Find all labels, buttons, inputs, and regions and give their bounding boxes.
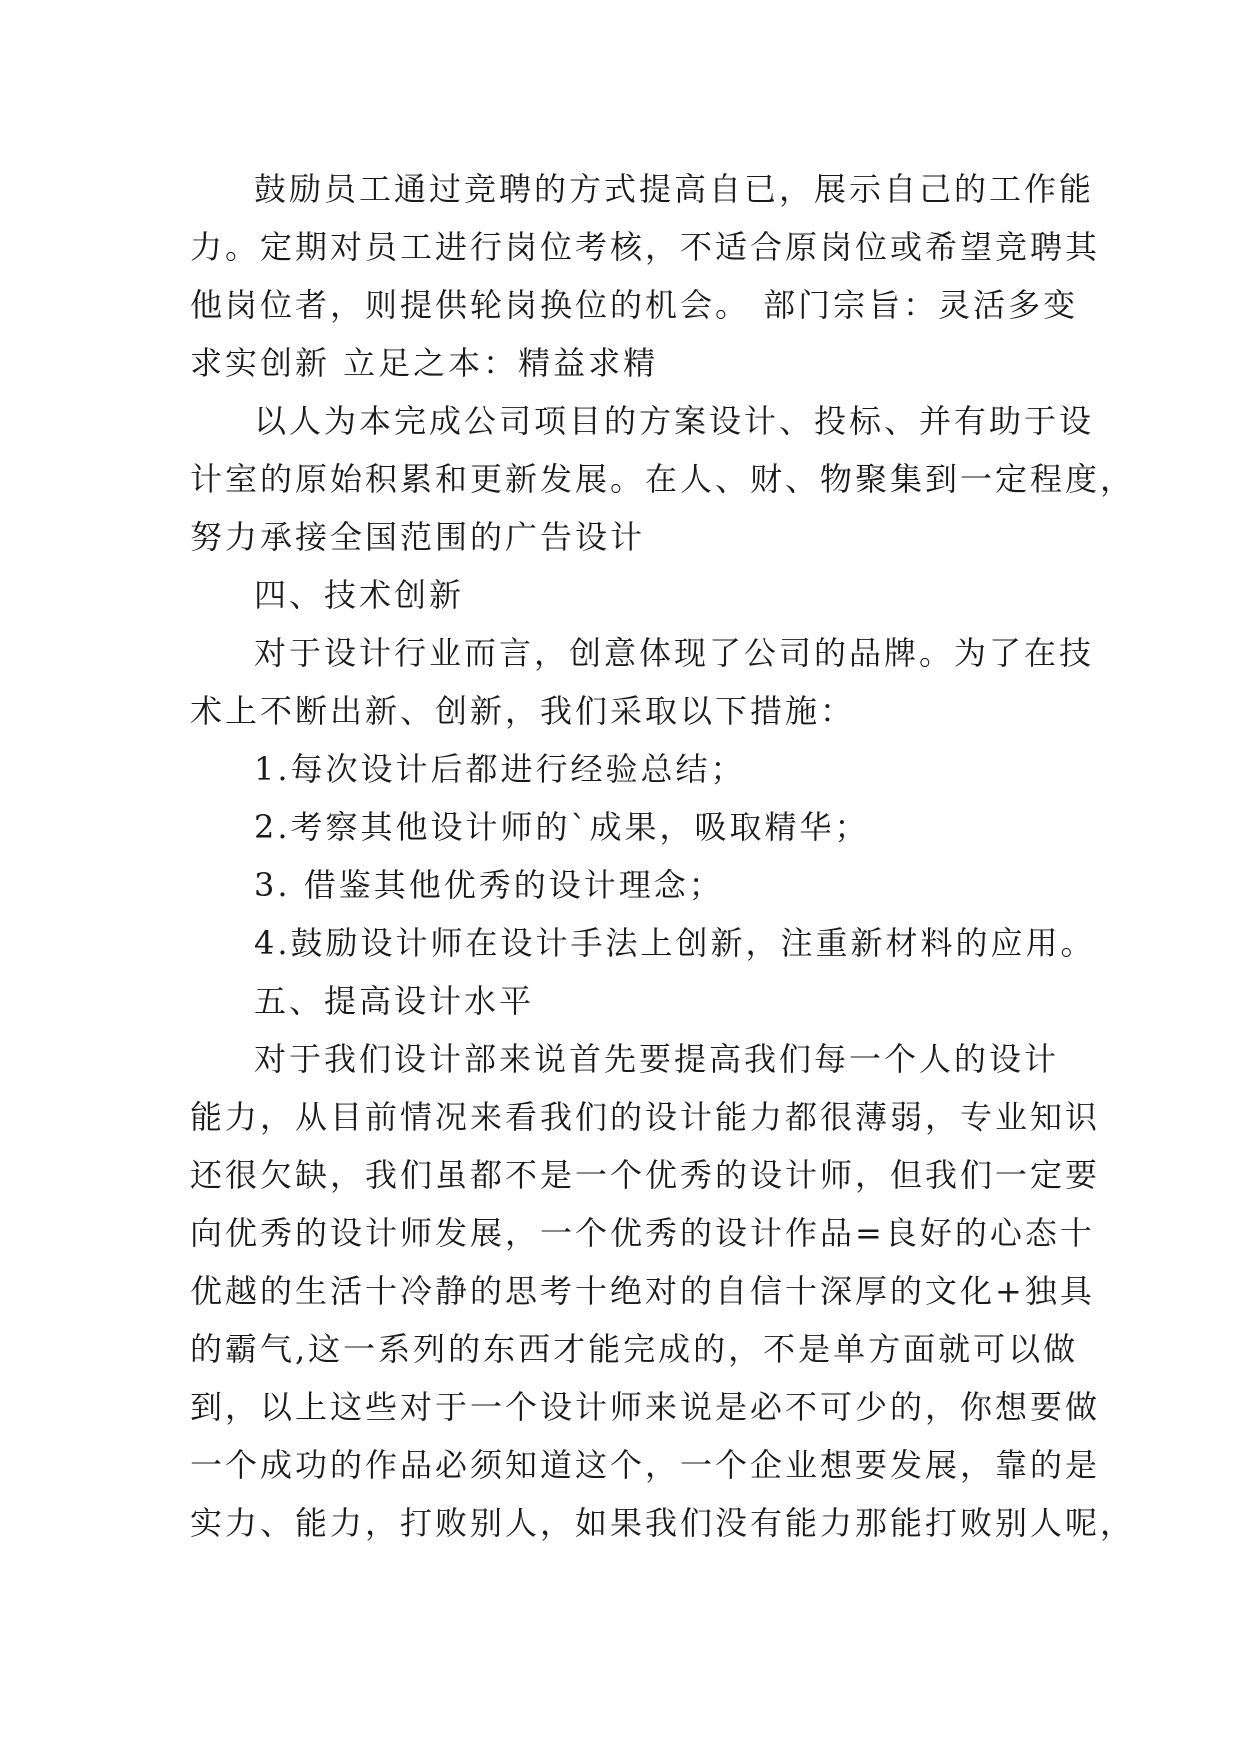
text-line: 3. 借鉴其他优秀的设计理念； <box>254 866 724 904</box>
text-line: 努力承接全国范围的广告设计 <box>190 518 646 556</box>
text-line: 力。定期对员工进行岗位考核，不适合原岗位或希望竞聘其 <box>190 228 1101 266</box>
text-line: 术上不断出新、创新，我们采取以下措施： <box>190 692 856 730</box>
text-line: 对于设计行业而言，创意体现了公司的品牌。为了在技 <box>254 634 1095 672</box>
text-line: 一个成功的作品必须知道这个，一个企业想要发展，靠的是 <box>190 1446 1101 1484</box>
text-line: 以人为本完成公司项目的方案设计、投标、并有助于设 <box>254 402 1095 440</box>
text-line: 求实创新 立足之本：精益求精 <box>190 344 659 382</box>
text-line: 2.考察其他设计师的`成果，吸取精华； <box>254 808 870 846</box>
text-line: 还很欠缺，我们虽都不是一个优秀的设计师，但我们一定要 <box>190 1156 1101 1194</box>
text-line: 鼓励员工通过竞聘的方式提高自已，展示自己的工作能 <box>254 170 1095 208</box>
text-line: 实力、能力，打败别人，如果我们没有能力那能打败别人呢， <box>190 1504 1136 1542</box>
text-line: 优越的生活十冷静的思考十绝对的自信十深厚的文化+独具 <box>190 1272 1095 1310</box>
text-line: 1.每次设计后都进行经验总结； <box>254 750 746 788</box>
text-line: 他岗位者，则提供轮岗换位的机会。 部门宗旨：灵活多变 <box>190 286 1079 324</box>
text-line: 4.鼓励设计师在设计手法上创新，注重新材料的应用。 <box>254 924 1096 962</box>
text-line: 能力，从目前情况来看我们的设计能力都很薄弱，专业知识 <box>190 1098 1101 1136</box>
text-line: 对于我们设计部来说首先要提高我们每一个人的设计 <box>254 1040 1060 1078</box>
text-line: 计室的原始积累和更新发展。在人、财、物聚集到一定程度， <box>190 460 1136 498</box>
text-line: 的霸气,这一系列的东西才能完成的，不是单方面就可以做 <box>190 1330 1079 1368</box>
text-line: 五、提高设计水平 <box>254 982 535 1020</box>
document-body <box>190 160 1136 1552</box>
text-line: 到，以上这些对于一个设计师来说是必不可少的，你想要做 <box>190 1388 1101 1426</box>
text-line: 向优秀的设计师发展，一个优秀的设计作品=良好的心态十 <box>190 1214 1095 1252</box>
text-line: 四、技术创新 <box>254 576 465 614</box>
